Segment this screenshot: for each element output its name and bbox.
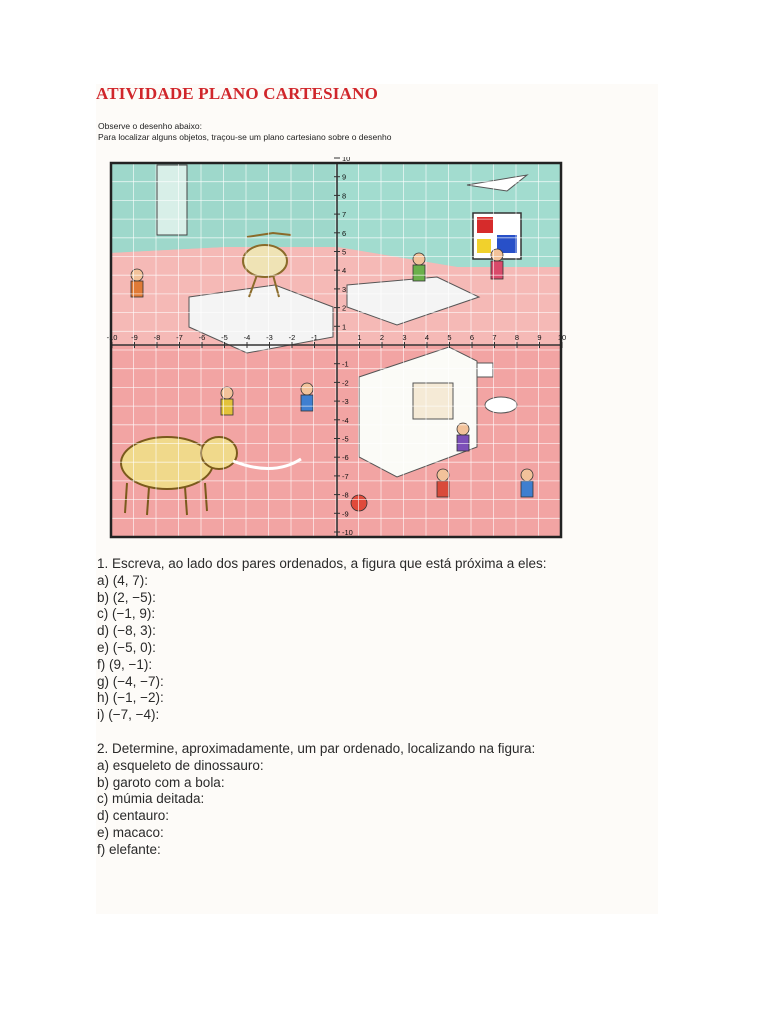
- question-2-prompt: 2. Determine, aproximadamente, um par ordenado, localizando na figura:: [97, 740, 536, 756]
- question-1-item: e) (−5, 0):: [97, 639, 156, 655]
- cartesian-museum-illustration: [97, 157, 573, 541]
- intro-line-2: Para localizar alguns objetos, traçou-se um plano cartesiano sobre o desenho: [98, 132, 392, 142]
- question-1-prompt: 1. Escreva, ao lado dos pares ordenados, a figura que está próxima a eles:: [97, 556, 547, 571]
- y-tick-label: -6: [342, 453, 349, 463]
- y-tick-label: -8: [342, 490, 349, 500]
- x-tick-label: 3: [402, 333, 407, 342]
- left-wall: [111, 163, 337, 253]
- question-2-item: f) elefante:: [97, 841, 161, 857]
- x-tick-label: 1: [357, 333, 362, 342]
- y-tick-label: 10: [342, 157, 351, 163]
- exercise-questions: [97, 556, 547, 859]
- x-tick-label: 5: [447, 333, 452, 342]
- y-tick-label: -3: [342, 397, 349, 407]
- intro-text: [98, 121, 391, 143]
- question-1-item: b) (2, −5):: [97, 589, 156, 605]
- question-1-item: f) (9, −1):: [97, 656, 153, 672]
- x-tick-label: -5: [221, 333, 228, 342]
- x-tick-label: 7: [492, 333, 497, 342]
- x-tick-label: -8: [153, 333, 161, 342]
- y-tick-label: 3: [342, 284, 347, 294]
- x-tick-label: 2: [379, 333, 385, 342]
- y-tick-label: 2: [342, 303, 347, 313]
- question-1-item: h) (−1, −2):: [97, 690, 164, 706]
- page-title: ATIVIDADE PLANO CARTESIANO: [96, 84, 378, 103]
- y-tick-label: 9: [342, 172, 347, 182]
- x-tick-label: -1: [311, 333, 318, 342]
- x-tick-label: 10: [557, 333, 567, 342]
- x-tick-label: -3: [266, 333, 273, 342]
- x-tick-label: 9: [537, 333, 542, 342]
- question-1-item: a) (4, 7):: [97, 572, 149, 588]
- y-tick-label: -7: [342, 471, 349, 481]
- x-tick-label: -10: [106, 333, 118, 342]
- x-tick-label: -9: [131, 333, 138, 342]
- y-tick-label: 8: [342, 191, 347, 201]
- y-tick-label: 6: [342, 228, 347, 238]
- question-2-item: d) centauro:: [97, 808, 170, 824]
- wall-frame: [413, 383, 453, 419]
- y-tick-label: 4: [342, 266, 347, 276]
- y-tick-label: 1: [342, 322, 347, 332]
- y-tick-label: -2: [342, 378, 349, 388]
- y-tick-label: -9: [342, 509, 349, 519]
- x-tick-label: -2: [288, 333, 296, 342]
- x-tick-label: 6: [469, 333, 475, 342]
- y-tick-label: -5: [342, 434, 349, 444]
- question-1-item: c) (−1, 9):: [97, 606, 156, 622]
- x-tick-label: 4: [424, 333, 430, 342]
- question-1-item: d) (−8, 3):: [97, 623, 156, 639]
- question-2-item: a) esqueleto de dinossauro:: [97, 757, 264, 773]
- x-tick-label: -6: [198, 333, 206, 342]
- question-2-item: b) garoto com a bola:: [97, 774, 225, 790]
- right-wall: [337, 163, 561, 267]
- intro-line-1: Observe o desenho abaixo:: [98, 121, 202, 131]
- question-2-item: e) macaco:: [97, 824, 164, 840]
- x-tick-label: -4: [243, 333, 251, 342]
- question-2-item: c) múmia deitada:: [97, 791, 205, 807]
- y-tick-label: 5: [342, 247, 347, 257]
- question-1-item: g) (−4, −7):: [97, 673, 164, 689]
- question-1-item: i) (−7, −4):: [97, 707, 160, 723]
- x-tick-label: 8: [514, 333, 520, 342]
- coordinate-grid: [111, 163, 561, 537]
- y-tick-label: 7: [342, 210, 347, 220]
- y-tick-label: -4: [342, 415, 349, 425]
- y-tick-label: -1: [342, 359, 349, 369]
- x-tick-label: -7: [176, 333, 183, 342]
- y-tick-label: -10: [342, 528, 353, 537]
